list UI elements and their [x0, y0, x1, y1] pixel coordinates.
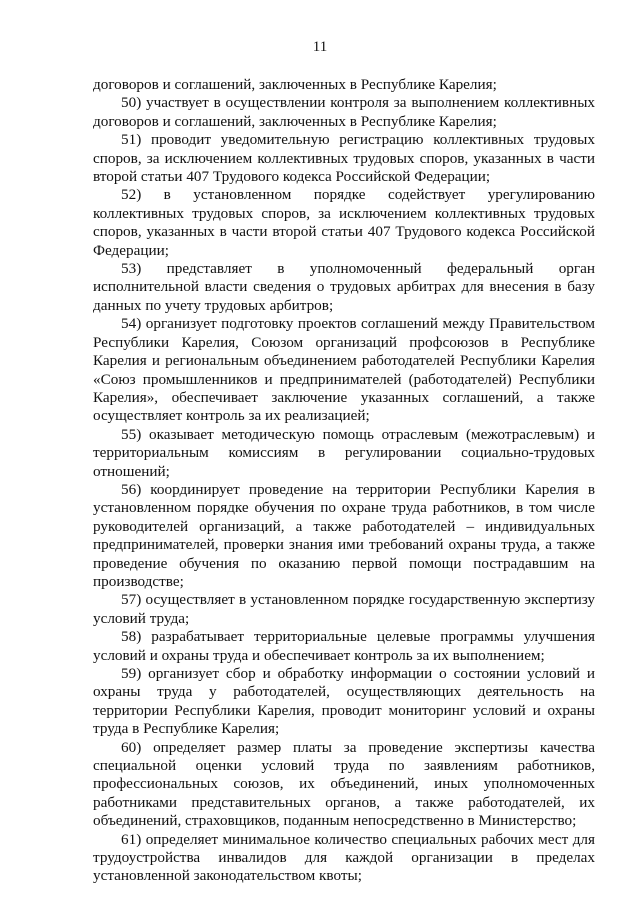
page-number: 11	[312, 39, 328, 55]
paragraph-continuation: договоров и соглашений, заключенных в Республике Карелия;	[93, 76, 497, 93]
paragraph-item-59: 59) организует сбор и обработку информации о состоянии условий и охраны труда у работодателей, осуществляющих деятельность на территории Республики Карелия, проводит мониторинг условий и охраны труда в Республике Карелия;	[93, 665, 595, 738]
paragraph-item-56: 56) координирует проведение на территории Республики Карелия в установленном порядке обучения по охране труда работников, в том числе руководителей организаций, а также работодателей – индивидуальных предпринимателей, проверки знания ими требований охраны труда, а также проведение обучения по оказанию первой помощи пострадавшим на производстве;	[93, 480, 595, 590]
paragraph-item-51: 51) проводит уведомительную регистрацию коллективных трудовых споров, за исключением коллективных трудовых споров, указанных в части второй статьи 407 Трудового кодекса Российской Федерации;	[93, 131, 595, 186]
paragraph-item-57: 57) осуществляет в установленном порядке государственную экспертизу условий труда;	[93, 591, 595, 627]
paragraph-item-50: 50) участвует в осуществлении контроля за выполнением коллективных договоров и соглашений, заключенных в Республике Карелия;	[93, 94, 595, 130]
paragraph-item-61: 61) определяет минимальное количество специальных рабочих мест для трудоустройства инвалидов для каждой организации в пределах установленной законодательством квоты;	[93, 830, 595, 885]
paragraph-item-55: 55) оказывает методическую помощь отраслевым (межотраслевым) и территориальным комиссиям в регулировании социально-трудовых отношений;	[93, 425, 595, 480]
paragraph-item-58: 58) разрабатывает территориальные целевые программы улучшения условий и охраны труда и обеспечивает контроль за их выполнением;	[93, 628, 595, 664]
paragraph-item-54: 54) организует подготовку проектов соглашений между Правительством Республики Карелия, Союзом организаций профсоюзов в Республике Карелия и региональным объединением работодателей Республики Карелия «Союз промышленников и предпринимателей (работодателей) Республики Карелия», обеспечивает заключение указанных соглашений, а также осуществляет контроль за их реализацией;	[93, 315, 595, 425]
paragraph-item-53: 53) представляет в уполномоченный федеральный орган исполнительной власти сведения о трудовых арбитрах для внесения в базу данных по учету трудовых арбитров;	[93, 260, 595, 314]
paragraph-item-52: 52) в установленном порядке содействует урегулированию коллективных трудовых споров, за исключением коллективных трудовых споров, указанных в части второй статьи 407 Трудового кодекса Российской Федерации;	[93, 186, 595, 259]
document-body	[93, 76, 595, 886]
paragraph-item-60: 60) определяет размер платы за проведение экспертизы качества специальной оценки условий труда по заявлениям работников, профессиональных союзов, их объединений, иных уполномоченных работниками представительных органов, а также работодателей, их объединений, страховщиков, поданным непосредственно в Министерство;	[93, 738, 595, 830]
